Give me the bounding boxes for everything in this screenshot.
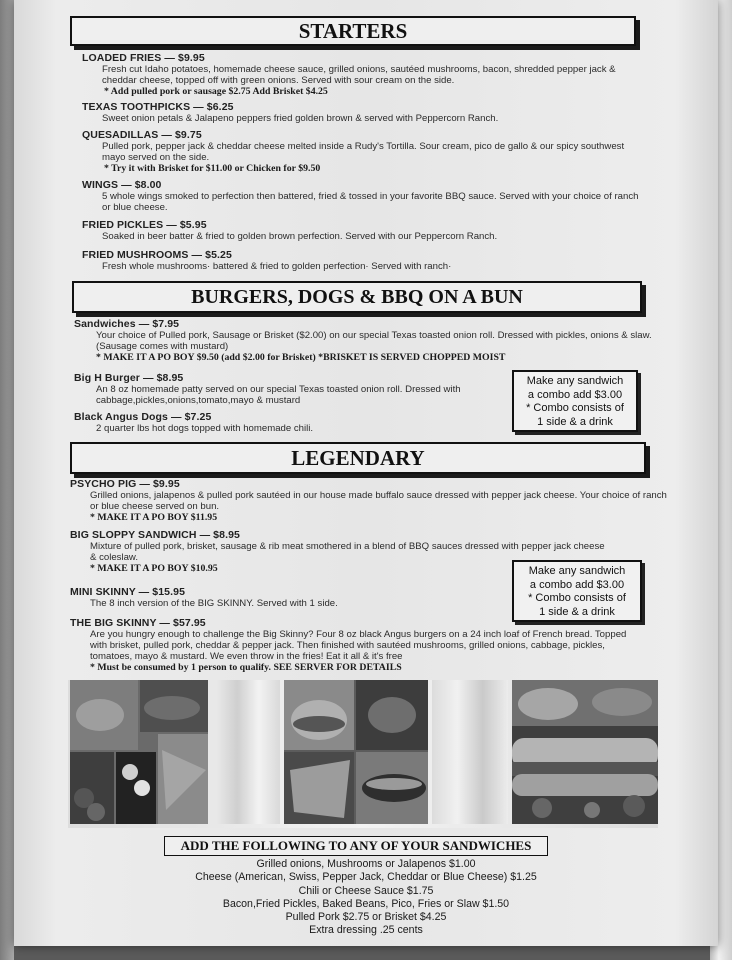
item-description: 5 whole wings smoked to perfection then battered, fried & tossed in your favorite BBQ sauce. Served with your choice of ranch or blue cheese. [102,191,639,213]
item-name: PSYCHO PIG — $9.95 [70,478,180,490]
table-background-left [0,0,14,960]
addon-line: Pulled Pork $2.75 or Brisket $4.25 [285,911,447,924]
addon-line: Chili or Cheese Sauce $1.75 [298,884,434,897]
addons-title: ADD THE FOLLOWING TO ANY OF YOUR SANDWICHES [180,838,532,853]
food-photo-right-image [512,680,658,824]
item-note: * Must be consumed by 1 person to qualify. SEE SERVER FOR DETAILS [90,662,402,673]
menu-page [14,0,718,946]
combo-line: a combo add $3.00 [529,578,625,591]
item-name: Big H Burger — $8.95 [74,372,184,384]
addons-list [14,858,718,938]
item-name: FRIED PICKLES — $5.95 [82,219,207,231]
wood-panel-2 [432,680,508,824]
item-description: An 8 oz homemade patty served on our special Texas toasted onion roll. Dressed with cabbage,pickles,onions,tomato,mayo & mustard [96,384,461,406]
menu-item-big-skinny [70,617,640,673]
item-description: Soaked in beer batter & fried to golden brown perfection. Served with our Peppercorn Ranch. [102,231,498,242]
item-description: Mixture of pulled pork, brisket, sausage & rib meat smothered in a blend of BBQ sauces dressed with pepper jack cheese & coleslaw. [90,541,605,563]
menu-item-loaded-fries [82,52,642,97]
legendary-title: LEGENDARY [291,446,425,470]
item-name: FRIED MUSHROOMS — $5.25 [82,249,232,261]
item-description: The 8 inch version of the BIG SKINNY. Served with 1 side. [90,598,338,609]
combo-box-legendary [512,560,642,622]
item-note: * MAKE IT A PO BOY $10.95 [90,563,218,574]
addon-line: Cheese (American, Swiss, Pepper Jack, Cheddar or Blue Cheese) $1.25 [195,871,537,884]
wood-panel-1 [216,680,280,824]
starters-heading [70,16,636,46]
item-note: * Try it with Brisket for $11.00 or Chicken for $9.50 [104,163,321,174]
food-photo-big-skinny [512,680,658,824]
burgers-title: BURGERS, DOGS & BBQ ON A BUN [191,286,523,308]
legendary-heading [70,442,646,474]
menu-item-texas-toothpicks [82,101,642,124]
item-description: Pulled pork, pepper jack & cheddar cheese melted inside a Rudy's Tortilla. Sour cream, pico de gallo & our spicy southwest mayo served on the side. [102,141,625,163]
addon-line: Extra dressing .25 cents [309,924,423,937]
menu-item-mini-skinny [70,586,510,609]
food-photo-collage-left [70,680,208,824]
item-name: Sandwiches — $7.95 [74,318,180,330]
item-name: THE BIG SKINNY — $57.95 [70,617,206,629]
combo-line: 1 side & a drink [539,605,615,618]
item-name: LOADED FRIES — $9.95 [82,52,205,64]
photo-strip [68,680,658,828]
starters-title: STARTERS [298,19,408,43]
menu-item-fried-pickles [82,219,642,242]
combo-line: Make any sandwich [526,375,624,387]
item-description: Are you hungry enough to challenge the Big Skinny? Four 8 oz black Angus burgers on a 24 inch loaf of French bread. Topped with brisket, pulled pork, cheddar & pepper jack. Then finished with sautéed mushrooms, grilled onions, cabbage, pickles, tomatoes, mayo & mustard. We even throw in the fries! Eat it all & it's free [90,629,627,662]
item-description: Your choice of Pulled pork, Sausage or Brisket ($2.00) on our special Texas toasted onion roll. Dressed with pickles, onions & slaw. (Sausage comes with mustard) [96,330,652,352]
item-note: * Add pulled pork or sausage $2.75 Add Brisket $4.25 [104,86,328,97]
food-photo-center-image [284,680,428,824]
item-name: BIG SLOPPY SANDWICH — $8.95 [70,529,240,541]
item-description: 2 quarter lbs hot dogs topped with homemade chili. [96,423,314,434]
addons-heading [164,836,548,856]
item-name: WINGS — $8.00 [82,179,162,191]
menu-item-quesadillas [82,129,642,174]
item-description: Fresh cut Idaho potatoes, homemade cheese sauce, grilled onions, sautéed mushrooms, bacon, shredded pepper jack & cheddar cheese, topped off with green onions. Served with sour cream on the side. [102,64,616,86]
item-name: MINI SKINNY — $15.95 [70,586,186,598]
menu-item-fried-mushrooms [82,249,642,272]
menu-item-sandwiches [74,318,654,363]
combo-line: a combo add $3.00 [527,388,623,401]
combo-line: Make any sandwich [528,565,626,577]
menu-item-wings [82,179,642,213]
menu-item-big-h-burger [74,372,482,406]
burgers-heading [72,281,642,313]
combo-line: 1 side & a drink [537,415,613,428]
food-photo-left-image [70,680,208,824]
item-description: Sweet onion petals & Jalapeno peppers fried golden brown & served with Peppercorn Ranch. [102,113,499,124]
item-name: Black Angus Dogs — $7.25 [74,411,212,423]
combo-box-burgers [512,370,638,432]
menu-item-psycho-pig [70,478,670,523]
item-name: QUESADILLAS — $9.75 [82,129,202,141]
combo-line: * Combo consists of [526,402,624,414]
item-note: * MAKE IT A PO BOY $9.50 (add $2.00 for Brisket) *BRISKET IS SERVED CHOPPED MOIST [96,352,506,363]
addon-line: Grilled onions, Mushrooms or Jalapenos $1.00 [256,858,476,870]
food-photo-collage-center [284,680,428,824]
item-name: TEXAS TOOTHPICKS — $6.25 [82,101,234,113]
combo-line: * Combo consists of [528,592,626,604]
addon-line: Bacon,Fried Pickles, Baked Beans, Pico, Fries or Slaw $1.50 [222,897,510,910]
item-description: Grilled onions, jalapenos & pulled pork sautéed in our house made buffalo sauce dressed with pepper jack cheese. Your choice of ranch or blue cheese served on bun. [90,490,667,512]
item-note: * MAKE IT A PO BOY $11.95 [90,512,218,523]
item-description: Fresh whole mushrooms· battered & fried to golden perfection· Served with ranch· [102,261,452,272]
